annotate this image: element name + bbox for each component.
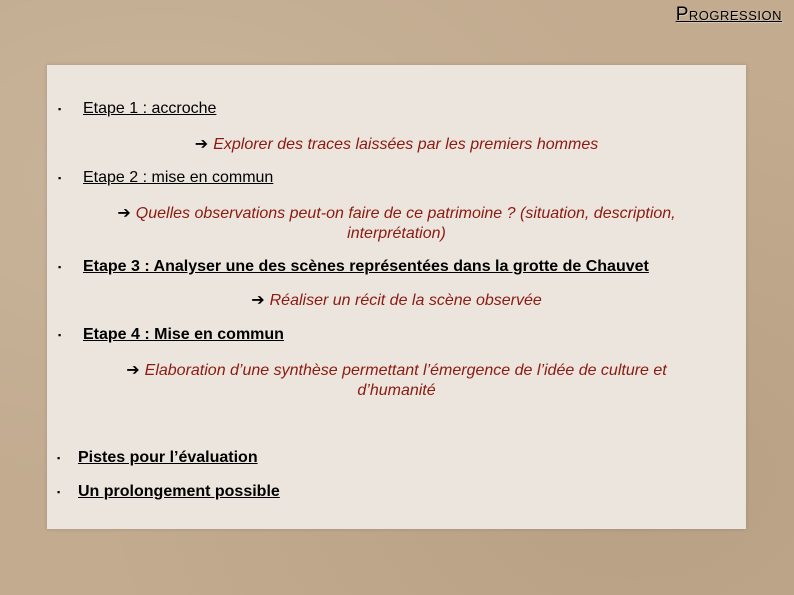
step-2-description-line-2: interprétation) bbox=[347, 225, 446, 242]
step-2-description-text-1: Quelles observations peut-on faire de ce patrimoine ? (situation, description, bbox=[135, 205, 676, 222]
bullet-icon: ▪ bbox=[58, 173, 62, 183]
step-4-label: Etape 4 : Mise en commun bbox=[83, 326, 284, 343]
arrow-right-icon: ➔ bbox=[251, 292, 265, 309]
step-2-description bbox=[47, 204, 746, 244]
step-1-label: Etape 1 : accroche bbox=[83, 100, 217, 117]
bullet-icon: ▪ bbox=[57, 453, 61, 463]
step-1-description bbox=[47, 135, 746, 155]
bullet-icon: ▪ bbox=[57, 487, 61, 497]
arrow-right-icon: ➔ bbox=[194, 136, 209, 153]
bullet-icon: ▪ bbox=[58, 104, 62, 114]
extra-extension-label: Un prolongement possible bbox=[78, 483, 280, 500]
step-3-description-text: Réaliser un récit de la scène observée bbox=[269, 292, 542, 309]
step-3-description bbox=[47, 291, 746, 311]
content-panel bbox=[47, 65, 746, 529]
step-2-description-line-1 bbox=[47, 204, 746, 224]
step-4-description-line-2: d’humanité bbox=[357, 382, 436, 399]
arrow-right-icon: ➔ bbox=[126, 362, 140, 379]
step-1-description-text: Explorer des traces laissées par les premiers hommes bbox=[213, 136, 599, 153]
page-title: Progression bbox=[675, 4, 782, 25]
bullet-icon: ▪ bbox=[58, 330, 62, 340]
step-2-label: Etape 2 : mise en commun bbox=[83, 169, 274, 186]
step-4-description bbox=[47, 361, 746, 401]
arrow-right-icon: ➔ bbox=[117, 205, 131, 222]
step-4-description-line-1 bbox=[47, 361, 746, 381]
bullet-icon: ▪ bbox=[58, 262, 62, 272]
step-3-label: Etape 3 : Analyser une des scènes représentées dans la grotte de Chauvet bbox=[83, 258, 649, 275]
step-4-description-text-1: Elaboration d’une synthèse permettant l’émergence de l’idée de culture et bbox=[144, 362, 667, 379]
extra-evaluation-label: Pistes pour l’évaluation bbox=[78, 449, 258, 466]
